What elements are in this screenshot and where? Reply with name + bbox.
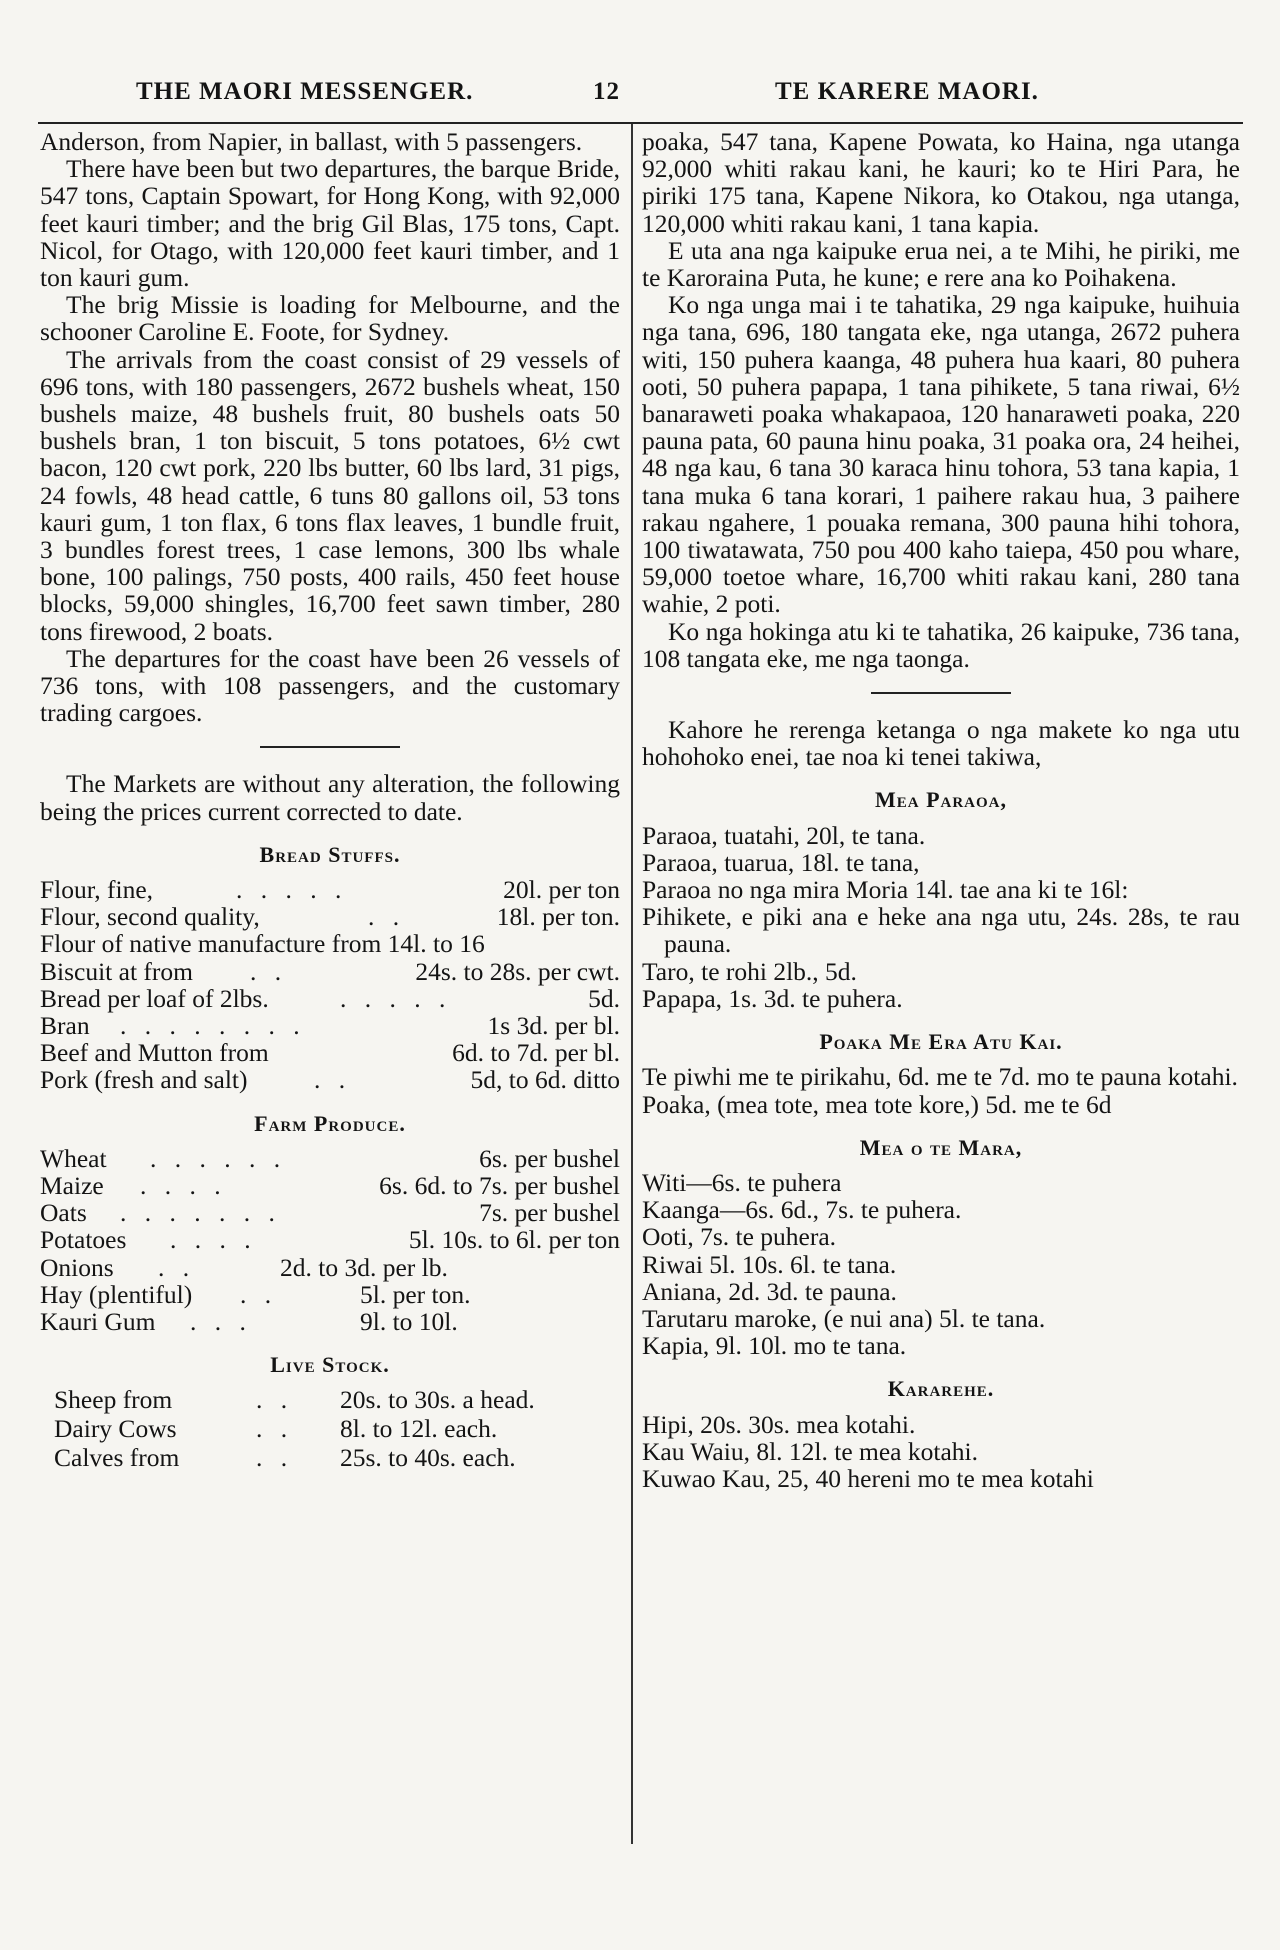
price-line: Tarutaru maroke, (e nui ana) 5l. te tana. — [642, 1303, 1046, 1333]
price-row: Maize . . . . 6s. 6d. to 7s. per bushel — [40, 1170, 620, 1200]
price-line: Kapia, 9l. 10l. mo te tana. — [642, 1331, 907, 1361]
price-row: Flour, fine, . . . . . 20l. per ton — [40, 875, 620, 905]
english-column — [40, 128, 620, 1473]
price-line: Kaanga—6s. 6d., 7s. te puhera. — [642, 1195, 962, 1225]
price-row: Flour of native manufacture from 14l. to 16 — [40, 929, 485, 959]
price-line: Te piwhi me te pirikahu, 6d. me te 7d. mo te pauna kotahi. — [642, 1062, 1238, 1092]
column-divider — [631, 124, 633, 1844]
price-row: Onions . . 2d. to 3d. per lb. — [40, 1252, 448, 1282]
markets-intro-maori: Kahore he rerenga ketanga o nga makete ko nga utu hohohoko enei, tae noa ki tenei takiwa, — [642, 715, 1240, 772]
price-row: Calves from . . 25s. to 40s. each. — [54, 1443, 516, 1473]
farm-price-list — [40, 1145, 620, 1335]
price-line: Witi—6s. te puhera — [642, 1167, 842, 1197]
paragraph-hokinga: Ko nga hokinga atu ki te tahatika, 26 kaipuke, 736 tana, 108 tangata eke, me nga taonga. — [642, 616, 1240, 673]
price-line: Kuwao Kau, 25, 40 hereni mo te mea kotahi — [642, 1463, 1094, 1493]
bread-price-list — [40, 876, 620, 1094]
price-row: Bread per loaf of 2lbs. . . . . . 5d. — [40, 983, 620, 1013]
page-header — [40, 70, 1240, 110]
price-line: Papapa, 1s. 3d. te puhera. — [642, 983, 903, 1013]
livestock-price-list — [40, 1386, 620, 1473]
price-line: Poaka, (mea tote, mea tote kore,) 5d. me te 6d — [642, 1089, 1112, 1119]
mea-paraoa-heading: Mea Paraoa, — [874, 787, 1008, 813]
price-row: Hay (plentiful) . . 5l. per ton. — [40, 1279, 471, 1309]
price-line: Paraoa no nga mira Moria 14l. tae ana ki te 16l: — [642, 875, 1129, 905]
price-row: Potatoes . . . . 5l. 10s. to 6l. per ton — [40, 1225, 620, 1255]
price-line: Riwai 5l. 10s. 6l. te tana. — [642, 1249, 897, 1279]
section-rule — [260, 746, 400, 748]
paragraph-rere: poaka, 547 tana, Kapene Powata, ko Haina, nga utanga 92,000 whiti rakau kani, he kauri; ko te Hiri Para, he piriki 175 tana, Kapene Nikora, ko Otakou, nga utanga, 120,000 whiti rakau kani, 1 tana kapia. — [642, 127, 1240, 238]
price-line: Taro, te rohi 2lb., 5d. — [642, 956, 857, 986]
price-line: Paraoa, tuarua, 18l. te tana, — [642, 847, 920, 877]
price-line: Kau Waiu, 8l. 12l. te mea kotahi. — [642, 1436, 978, 1466]
price-row: Beef and Mutton from 6d. to 7d. per bl. — [40, 1038, 620, 1068]
price-line: Paraoa, tuatahi, 20l, te tana. — [642, 820, 926, 850]
paragraph-coast-departures: The departures for the coast have been 26 vessels of 736 tons, with 108 passengers, and the customary trading cargoes. — [40, 643, 620, 728]
price-line: Aniana, 2d. 3d. te pauna. — [642, 1276, 897, 1306]
price-row: Dairy Cows . . 8l. to 12l. each. — [54, 1414, 498, 1444]
price-row: Biscuit at from . . 24s. to 28s. per cwt. — [40, 956, 620, 986]
price-line: Pihikete, e piki ana e heke ana nga utu, 24s. 28s, te rau pauna. — [642, 902, 1240, 959]
price-row: Oats . . . . . . . 7s. per bushel — [40, 1198, 620, 1228]
header-left-title: THE MAORI MESSENGER. — [136, 78, 474, 105]
price-row: Bran . . . . . . . . 1s 3d. per bl. — [40, 1011, 620, 1041]
page-number: 12 — [593, 78, 620, 105]
price-row: Pork (fresh and salt) . . 5d, to 6d. ditto — [40, 1065, 620, 1095]
price-row: Wheat . . . . . . 6s. per bushel — [40, 1143, 620, 1173]
price-row: Flour, second quality, . . 18l. per ton. — [40, 902, 620, 932]
price-line: Hipi, 20s. 30s. mea kotahi. — [642, 1409, 916, 1439]
kararehe-heading: Kararehe. — [887, 1376, 995, 1402]
paragraph-loading: The brig Missie is loading for Melbourne, and the schooner Caroline E. Foote, for Sydney. — [40, 290, 620, 347]
paragraph-arrivals-note: Anderson, from Napier, in ballast, with 5 passengers. — [40, 127, 583, 156]
header-rule — [38, 122, 1243, 124]
mea-o-te-mara-heading: Mea o te Mara, — [859, 1134, 1023, 1160]
live-stock-heading: Live Stock. — [270, 1352, 390, 1378]
header-right-title: TE KARERE MAORI. — [775, 78, 1039, 105]
paragraph-uta: E uta ana nga kaipuke erua nei, a te Mihi, he piriki, me te Karoraina Puta, he kune; e rere ana ko Poihakena. — [642, 235, 1240, 293]
maori-column — [642, 128, 1240, 1492]
bread-stuffs-heading: Bread Stuffs. — [259, 841, 401, 867]
markets-intro: The Markets are without any alteration, the following being the prices current corrected to date. — [40, 769, 620, 826]
poaka-heading: Poaka Me Era Atu Kai. — [819, 1029, 1063, 1055]
section-rule — [871, 692, 1011, 694]
price-line: Ooti, 7s. te puhera. — [642, 1222, 837, 1252]
paragraph-departures: There have been but two departures, the barque Bride, 547 tons, Captain Spowart, for Hong Kong, with 92,000 feet kauri timber; and the brig Gil Blas, 175 tons, Capt. Nicol, for Otago, with 120,000 feet kauri timber, and 1 ton kauri gum. — [40, 154, 620, 293]
price-row: Kauri Gum . . . 9l. to 10l. — [40, 1306, 458, 1336]
price-row: Sheep from . . 20s. to 30s. a head. — [54, 1385, 535, 1415]
paragraph-coast-arrivals: The arrivals from the coast consist of 29 vessels of 696 tons, with 180 passengers, 2672 bushels wheat, 150 bushels maize, 48 bushels fruit, 80 bushels oats 50 bushels bran, 1 ton biscuit, 5 tons potatoes, 6½ cwt bacon, 120 cwt pork, 220 lbs butter, 60 lbs lard, 31 pigs, 24 fowls, 48 head cattle, 6 tuns 80 gallons oil, 53 tons kauri gum, 1 ton flax, 6 tons flax leaves, 1 bundle fruit, 3 bundles forest trees, 1 case lemons, 300 lbs whale bone, 100 palings, 750 posts, 400 rails, 450 feet house blocks, 59,000 shingles, 16,700 feet sawn timber, 280 tons firewood, 2 boats. — [40, 344, 620, 646]
farm-produce-heading: Farm Produce. — [254, 1110, 406, 1136]
paragraph-unga-mai: Ko nga unga mai i te tahatika, 29 nga kaipuke, huihuia nga tana, 696, 180 tangata eke, nga utanga, 2672 puhera witi, 150 puhera kaanga, 48 puhera hua kaari, 80 puhera ooti, 50 puhera papapa, 1 tana pihikete, 5 tana riwai, 6½ banaraweti poaka whakapaoa, 120 hanaraweti poaka, 220 pauna pata, 60 pauna hinu poaka, 31 poaka ora, 24 heihei, 48 nga kau, 6 tana 30 karaca hinu tohora, 53 tana kapia, 1 tana muka 6 tana korari, 1 paihere rakau hua, 3 paihere rakau ngahere, 1 pouaka remana, 300 pauna hihi tohora, 100 tiwatawata, 750 pou 400 kaho taiepa, 450 pou whare, 59,000 toetoe whare, 16,700 whiti rakau kani, 280 tana wahie, 2 poti. — [642, 290, 1240, 619]
